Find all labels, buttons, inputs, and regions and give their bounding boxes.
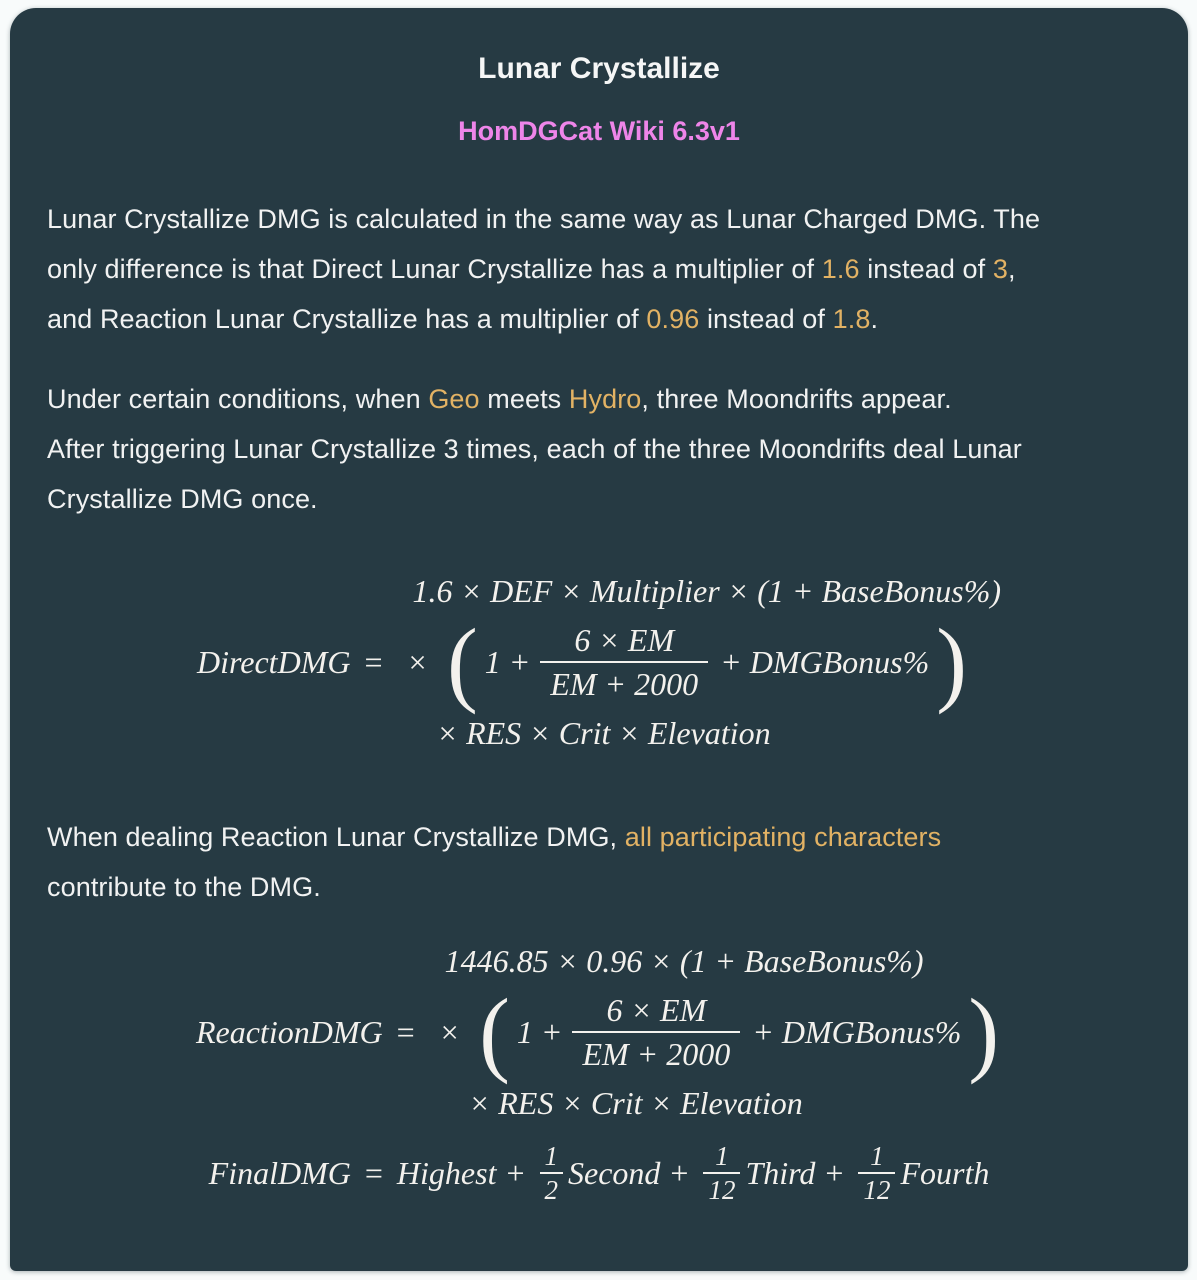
paragraph-moondrifts: [47, 374, 1151, 524]
text-segment: ,: [1008, 254, 1016, 284]
highlighted-text-segment: 1.8: [832, 304, 871, 334]
formula-direct-inner-pre: 1 +: [484, 643, 531, 680]
formula-reaction-line3: × RES × Crit × Elevation: [468, 1085, 803, 1121]
formula-reaction-rhs: [439, 938, 1002, 1126]
term-highest: Highest: [396, 1154, 497, 1191]
open-paren: (: [479, 978, 510, 1086]
text-segment: and Reaction Lunar Crystallize has a multiplier of: [47, 304, 647, 334]
formula-reaction-line2: [438, 978, 1002, 1086]
text-segment: instead of: [859, 254, 993, 284]
highlighted-text-segment: 3: [992, 254, 1009, 284]
fraction-one-twelfth: [703, 1140, 740, 1206]
formula-final-label: FinalDMG: [208, 1154, 351, 1191]
equals-sign: =: [396, 1013, 415, 1050]
fraction-numerator: 6 × EM: [574, 622, 675, 658]
fraction-numerator: 1: [715, 1141, 729, 1171]
formula-direct-line1: 1.6 × DEF × Multiplier × (1 + BaseBonus%): [412, 573, 1001, 609]
highlighted-text-segment: all participating characters: [624, 822, 942, 852]
formula-direct-line2: [406, 608, 969, 716]
term-second: Second: [568, 1154, 661, 1191]
text-segment: Crystallize DMG once.: [47, 484, 318, 514]
close-paren: ): [936, 608, 967, 716]
highlighted-text-segment: 1.6: [821, 254, 860, 284]
text-segment: After triggering Lunar Crystallize 3 times, each of the three Moondrifts deal Lunar: [47, 434, 1022, 464]
plus-sign: +: [825, 1154, 844, 1191]
fraction-denominator: EM + 2000: [572, 1031, 740, 1075]
plus-sign: +: [670, 1154, 689, 1191]
highlighted-text-segment: Hydro: [568, 384, 642, 414]
em-fraction: [572, 989, 740, 1075]
formula-direct-dmg: [47, 568, 1151, 756]
formula-reaction-lhs: [196, 1014, 415, 1051]
text-segment: only difference is that Direct Lunar Crystallize has a multiplier of: [47, 254, 822, 284]
formula-reaction-label: ReactionDMG: [195, 1013, 383, 1050]
text-segment: When dealing Reaction Lunar Crystallize DMG,: [47, 822, 625, 852]
fraction-numerator: 1: [544, 1141, 558, 1171]
equals-sign: =: [364, 1154, 383, 1191]
term-third: Third: [745, 1154, 816, 1191]
fraction-denominator: EM + 2000: [540, 661, 708, 705]
formula-reaction-line1: 1446.85 × 0.96 × (1 + BaseBonus%): [444, 943, 924, 979]
formula-direct-label: DirectDMG: [197, 643, 351, 680]
close-paren: ): [968, 978, 1000, 1086]
em-fraction: [540, 619, 708, 705]
wiki-version-subtitle: HomDGCat Wiki 6.3v1: [458, 116, 740, 146]
highlighted-text-segment: 0.96: [646, 304, 700, 334]
fraction-numerator: 6 × EM: [606, 992, 707, 1028]
text-line: [47, 294, 1151, 344]
fraction-numerator: 1: [870, 1141, 884, 1171]
term-fourth: Fourth: [900, 1154, 990, 1191]
open-paren: (: [447, 608, 478, 716]
paragraph-intro: [47, 194, 1151, 344]
formula-direct-lhs: [197, 644, 382, 681]
text-segment: , three Moondrifts appear.: [641, 384, 952, 414]
formula-final-dmg: [47, 1140, 1151, 1206]
formula-direct-rhs: [406, 568, 1001, 756]
fraction-denominator: 12: [703, 1172, 740, 1206]
text-segment: contribute to the DMG.: [47, 872, 321, 902]
text-segment: .: [870, 304, 879, 334]
page-title: Lunar Crystallize: [478, 52, 720, 85]
text-line: [47, 474, 1151, 524]
formula-direct-line3: × RES × Crit × Elevation: [436, 715, 771, 751]
fraction-one-half: [540, 1140, 564, 1206]
highlighted-text-segment: Geo: [428, 384, 480, 414]
fraction-denominator: 2: [540, 1172, 564, 1206]
text-line: [47, 812, 1151, 862]
formula-reaction-dmg: [47, 938, 1151, 1126]
text-line: [47, 862, 1151, 912]
formula-direct-inner-post: + DMGBonus%: [720, 643, 930, 680]
text-segment: instead of: [699, 304, 833, 334]
equals-sign: =: [364, 643, 383, 680]
text-segment: Lunar Crystallize DMG is calculated in the same way as Lunar Charged DMG. The: [47, 204, 1041, 234]
wiki-card: [10, 8, 1188, 1271]
plus-sign: +: [506, 1154, 525, 1191]
text-line: [47, 424, 1151, 474]
times-sign: ×: [438, 1013, 461, 1050]
text-line: [47, 244, 1151, 294]
fraction-denominator: 12: [858, 1172, 895, 1206]
formula-reaction-inner-pre: 1 +: [516, 1013, 563, 1050]
formula-reaction-inner-post: + DMGBonus%: [752, 1013, 962, 1050]
paragraph-reaction-note: [47, 812, 1151, 912]
times-sign: ×: [406, 643, 429, 680]
fraction-one-twelfth: [858, 1140, 895, 1206]
text-line: [47, 194, 1151, 244]
text-segment: Under certain conditions, when: [47, 384, 429, 414]
text-line: [47, 374, 1151, 424]
text-segment: meets: [479, 384, 569, 414]
